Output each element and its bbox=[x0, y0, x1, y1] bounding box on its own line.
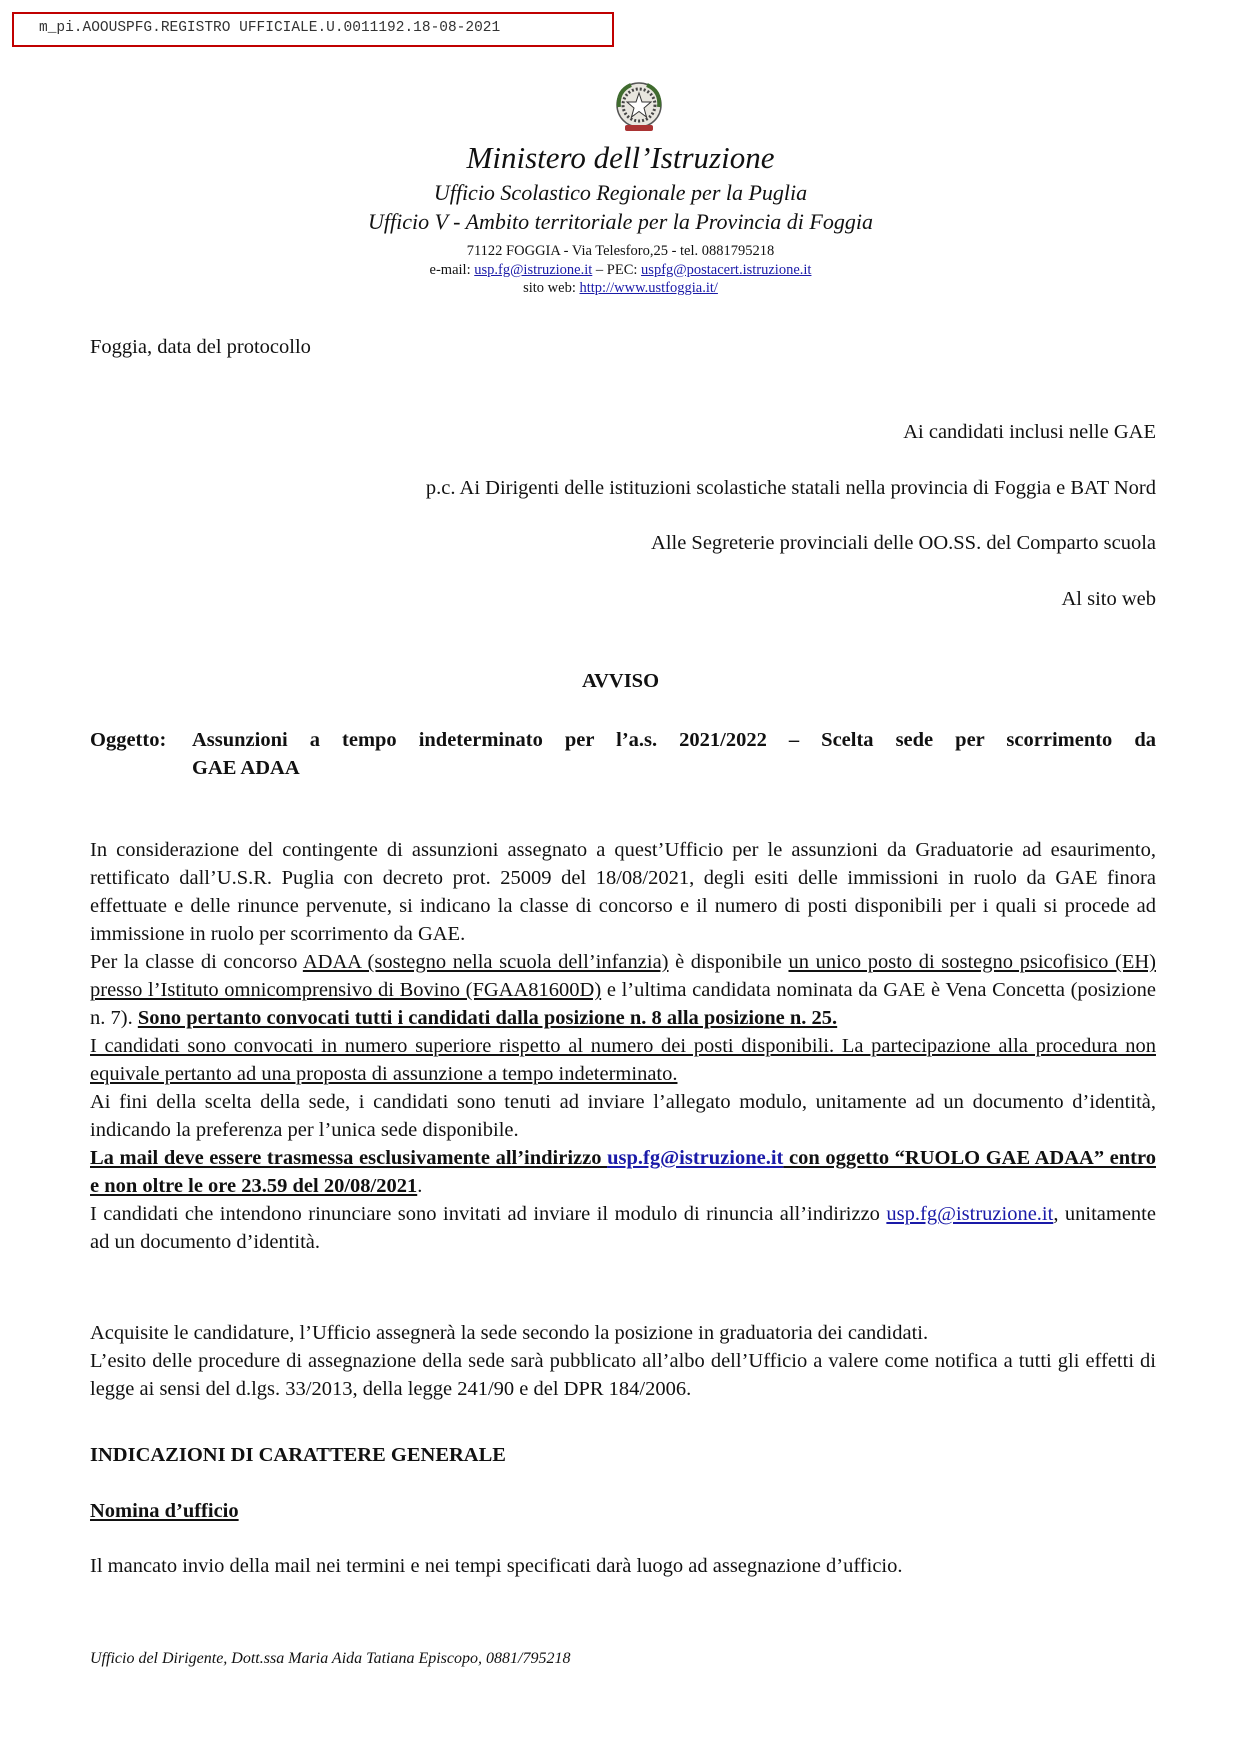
web-label: sito web: bbox=[523, 280, 580, 296]
body-paragraph: Acquisite le candidature, l’Ufficio assegnerà la sede secondo la posizione in graduatoria dei candidati. bbox=[90, 1322, 929, 1344]
body-paragraph: Ai fini della scelta della sede, i candidati sono tenuti ad inviare l’allegato modulo, unitamente ad un documento d’identità, indicando la preferenza per l’unica sede disponibile. bbox=[90, 1091, 1156, 1141]
subject-text: Assunzioni a tempo indeterminato per l’a.s. 2021/2022 – Scelta sede per scorrimento da bbox=[192, 729, 1156, 751]
body-paragraph: In considerazione del contingente di assunzioni assegnato a quest’Ufficio per le assunzioni da Graduatorie ad esaurimento, rettificato dall’U.S.R. Puglia con decreto prot. 25009 del 18/08/2021, degli esiti delle immissioni in ruolo da GAE finora effettuate e delle rinunce pervenute, si indicano la classe di concorso e il numero di posti disponibili per i quali si procede ad immissione in ruolo per scorrimento da GAE. bbox=[90, 839, 1156, 945]
territorial-office: Ufficio V - Ambito territoriale per la Provincia di Foggia bbox=[368, 209, 873, 234]
final-paragraph: Il mancato invio della mail nei termini e nei tempi specificati darà luogo ad assegnazione d’ufficio. bbox=[90, 1555, 903, 1577]
ministry-title: Ministero dell’Istruzione bbox=[466, 140, 775, 175]
body-paragraph: L’esito delle procedure di assegnazione della sede sarà pubblicato all’albo dell’Ufficio a valere come notifica a tutti gli effetti di legge ai sensi del d.lgs. 33/2013, della legge 241/90 e del DPR 184/2006. bbox=[90, 1350, 1156, 1400]
body-paragraph bbox=[90, 1144, 1156, 1200]
pec-link[interactable]: uspfg@postacert.istruzione.it bbox=[641, 262, 812, 278]
website-link[interactable]: http://www.ustfoggia.it/ bbox=[579, 280, 718, 296]
subsection-title: Nomina d’ufficio bbox=[90, 1500, 239, 1522]
footer-signature: Ufficio del Dirigente, Dott.ssa Maria Aida Tatiana Episcopo, 0881/795218 bbox=[90, 1650, 571, 1667]
text-run: I candidati che intendono rinunciare sono invitati ad inviare il modulo di rinuncia all’indirizzo bbox=[90, 1203, 887, 1225]
email-link[interactable]: usp.fg@istruzione.it bbox=[474, 262, 593, 278]
notice-body bbox=[90, 836, 1156, 1256]
office-address: 71122 FOGGIA - Via Telesforo,25 - tel. 0881795218 bbox=[466, 243, 775, 259]
body-paragraph bbox=[90, 1200, 1156, 1256]
recipient: p.c. Ai Dirigenti delle istituzioni scolastiche statali nella provincia di Foggia e BAT Nord bbox=[425, 477, 1156, 499]
renunciation-email-link[interactable]: usp.fg@istruzione.it bbox=[886, 1203, 1054, 1225]
deadline-text: con oggetto “RUOLO GAE ADAA” entro e non oltre le ore 23.59 del 20/08/2021 bbox=[90, 1147, 1156, 1197]
body-paragraph-underlined: I candidati sono convocati in numero superiore rispetto al numero dei posti disponibili. La partecipazione alla procedura non equivale pertanto ad una proposta di assunzione a tempo indeterminato. bbox=[90, 1035, 1156, 1085]
recipient: Ai candidati inclusi nelle GAE bbox=[903, 421, 1156, 443]
protocol-stamp: m_pi.AOOUSPFG.REGISTRO UFFICIALE.U.0011192.18-08-2021 bbox=[12, 12, 614, 47]
section-title: INDICAZIONI DI CARATTERE GENERALE bbox=[90, 1444, 506, 1466]
office-website bbox=[0, 280, 1241, 297]
recipient: Alle Segreterie provinciali delle OO.SS. del Comparto scuola bbox=[651, 532, 1156, 554]
available-position: un unico posto di sostegno psicofisico (EH) presso l’Istituto omnicomprensivo di Bovino (FGAA81600D) bbox=[90, 951, 1156, 1001]
text-run: e l’ultima candidata nominata da GAE è Vena Concetta (posizione n. 7). bbox=[90, 979, 1156, 1029]
text-run: , unitamente ad un documento d’identità. bbox=[90, 1203, 1156, 1253]
text-run: è disponibile bbox=[668, 951, 789, 973]
subject-text-continued: GAE ADAA bbox=[192, 757, 300, 779]
recipient: Al sito web bbox=[1061, 588, 1156, 610]
body-paragraph bbox=[90, 948, 1156, 1032]
convocation-notice: Sono pertanto convocati tutti i candidati dalla posizione n. 8 alla posizione n. 25. bbox=[137, 1007, 838, 1029]
regional-office: Ufficio Scolastico Regionale per la Puglia bbox=[433, 180, 808, 205]
submission-email-link[interactable]: usp.fg@istruzione.it bbox=[607, 1147, 784, 1169]
text-run: Per la classe di concorso bbox=[90, 951, 303, 973]
pec-label: – PEC: bbox=[592, 262, 642, 278]
place-date: Foggia, data del protocollo bbox=[90, 336, 311, 358]
office-contacts bbox=[0, 262, 1241, 279]
class-of-competition: ADAA (sostegno nella scuola dell’infanzia) bbox=[302, 951, 669, 973]
subject-label: Oggetto: bbox=[90, 729, 167, 751]
notice-body-final bbox=[90, 1319, 1156, 1403]
italian-republic-emblem-icon bbox=[609, 77, 669, 137]
deadline-text: La mail deve essere trasmessa esclusivamente all’indirizzo bbox=[90, 1147, 608, 1169]
text-run: . bbox=[417, 1175, 423, 1197]
notice-title: AVVISO bbox=[581, 670, 660, 692]
email-label: e-mail: bbox=[429, 262, 475, 278]
